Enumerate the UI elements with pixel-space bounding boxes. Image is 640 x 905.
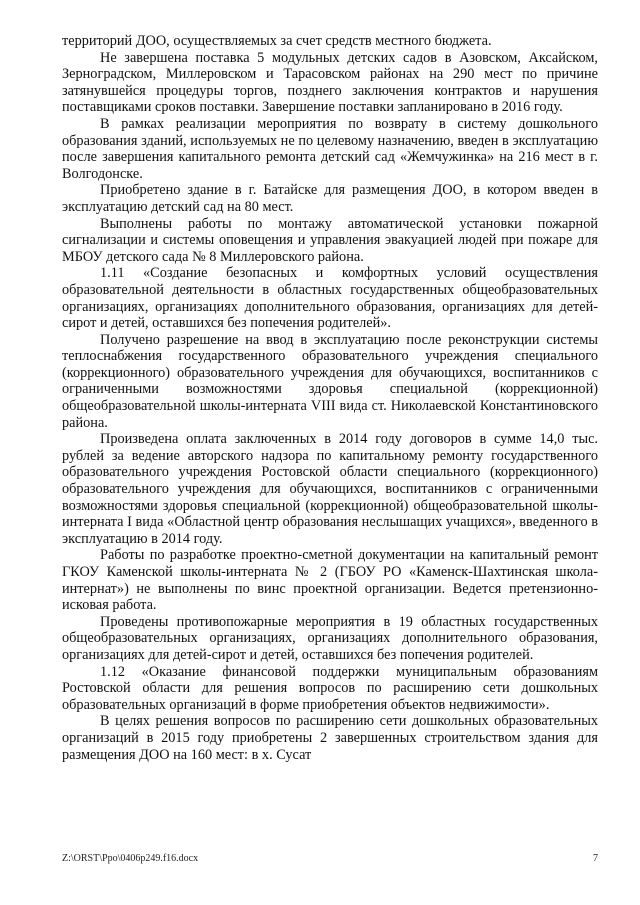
paragraph: Приобретено здание в г. Батайске для размещения ДОО, в котором введен в эксплуатацию детский сад на 80 мест. — [62, 182, 598, 215]
paragraph: Выполнены работы по монтажу автоматической установки пожарной сигнализации и системы оповещения и управления эвакуацией людей при пожаре для МБОУ детского сада № 8 Миллеровского района. — [62, 215, 598, 265]
paragraph: территорий ДОО, осуществляемых за счет средств местного бюджета. — [62, 33, 492, 49]
paragraph: Получено разрешение на ввод в эксплуатацию после реконструкции системы теплоснабжения государственного образовательного учреждения специального (коррекционного) образовательного учреждения для обучающихся, воспитанников с ограниченными возможностями здоровья специальной (коррекционной) общеобразовательной школы-интерната VIII вида ст. Николаевской Константиновского района. — [62, 331, 598, 431]
section-heading-paragraph: 1.12 «Оказание финансовой поддержки муниципальным образованиям Ростовской области для решения вопросов по расширению сети дошкольных образовательных организаций в форме приобретения объектов недвижимости». — [62, 663, 598, 713]
paragraph: В рамках реализации мероприятия по возврату в систему дошкольного образования зданий, используемых не по целевому назначению, введен в эксплуатацию после завершения капитального ремонта детский сад «Жемчужинка» на 216 мест в г. Волгодонске. — [62, 115, 598, 182]
paragraph: Произведена оплата заключенных в 2014 году договоров в сумме 14,0 тыс. рублей за ведение авторского надзора по капитальному ремонту государственного образовательного учреждения Ростовской области специального (коррекционного) образовательного учреждения для обучающихся, воспитанников с ограниченными возможностями здоровья специальной (коррекционной) общеобразовательной школы-интерната I вида «Областной центр образования неслышащих учащихся», введенного в эксплуатацию в 2014 году. — [62, 431, 598, 547]
section-heading-paragraph: 1.11 «Создание безопасных и комфортных условий осуществления образовательной деятельности в областных государственных общеобразовательных организациях, организациях дополнительного образования, организациях для детей-сирот и детей, оставшихся без попечения родителей». — [62, 265, 598, 332]
paragraph: Работы по разработке проектно-сметной документации на капитальный ремонт ГКОУ Каменской школы-интерната № 2 (ГБОУ РО «Каменск-Шахтинская школа-интернат») не выполнены по винс проектной организации. Ведется претензионно-исковая работа. — [62, 547, 598, 614]
document-body — [62, 33, 598, 763]
paragraph: В целях решения вопросов по расширению сети дошкольных образовательных организаций в 2015 году приобретены 2 завершенных строительством здания для размещения ДОО на 160 мест: в х. Сусат — [62, 713, 598, 763]
footer-file-path: Z:\ORST\Ppo\0406p249.f16.docx — [62, 853, 199, 864]
footer-page-number: 7 — [593, 853, 598, 864]
paragraph: Не завершена поставка 5 модульных детских садов в Азовском, Аксайском, Зерноградском, Миллеровском и Тарасовском районах на 290 мест по причине затянувшейся процедуры торгов, позднего заключения контрактов и нарушения поставщиками сроков поставки. Завершение поставки запланировано в 2016 году. — [62, 49, 598, 116]
paragraph: Проведены противопожарные мероприятия в 19 областных государственных общеобразовательных организациях, организациях дополнительного образования, организациях для детей-сирот и детей, оставшихся без попечения родителей. — [62, 613, 598, 663]
